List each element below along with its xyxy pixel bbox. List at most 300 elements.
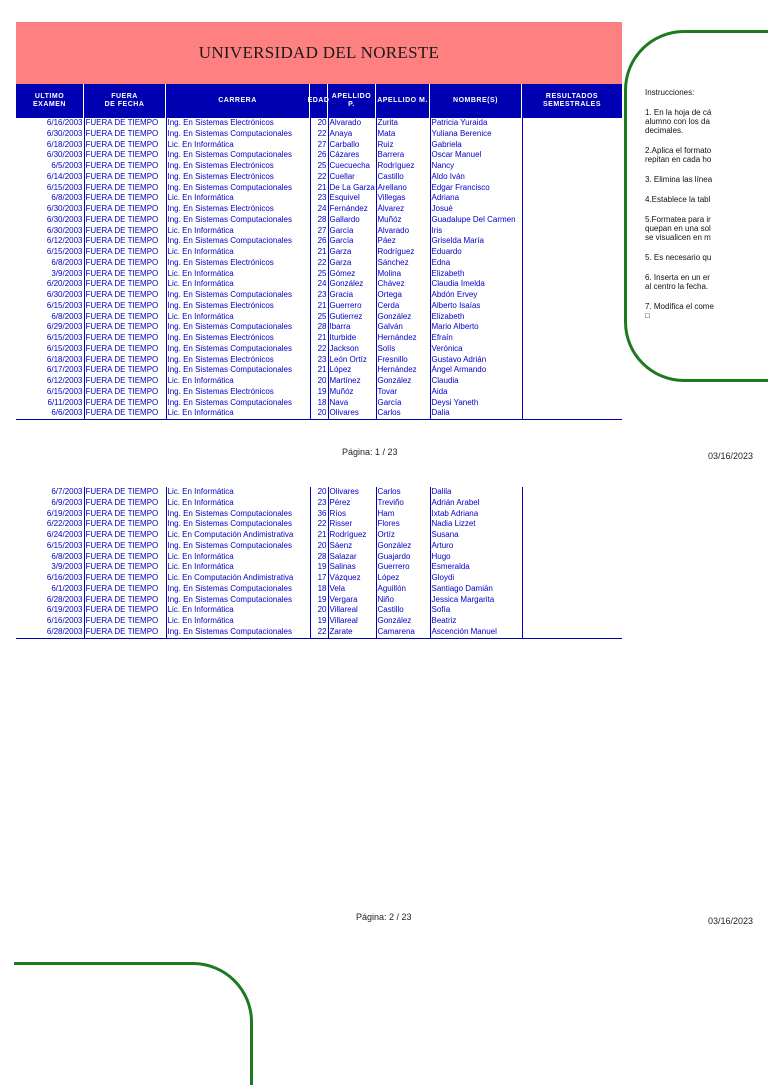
cell-apellido-p: Garza [328,247,376,258]
cell-carrera: Ing. En Sistemas Electrónicos [166,204,310,215]
cell-resultados [522,129,622,140]
cell-nombres: Ángel Armando [430,365,522,376]
cell-ultimo-examen: 6/28/2003 [16,627,84,638]
cell-resultados [522,150,622,161]
cell-ultimo-examen: 6/8/2003 [51,551,83,561]
cell-apellido-p: Zarate [328,627,376,638]
table-row [16,193,622,204]
table-row [16,183,622,194]
cell-apellido-m: Fresnillo [376,355,430,366]
cell-carrera: Lic. En Informática [166,312,310,323]
cell-apellido-m: Rodríguez [376,161,430,172]
print-date-1: 03/16/2023 [708,451,754,461]
cell-nombres: Elizabeth [430,269,522,280]
cell-resultados [522,140,622,151]
cell-edad: 21 [310,247,328,258]
cell-resultados [522,312,622,323]
cell-carrera: Ing. En Sistemas Computacionales [166,236,310,247]
cell-fuera-de-fecha: FUERA DE TIEMPO [84,333,166,344]
cell-nombres: Verónica [430,344,522,355]
page-number-1: Página: 1 / 23 [342,447,398,457]
cell-apellido-m: Treviño [376,498,430,509]
cell-apellido-m: Páez [376,236,430,247]
cell-apellido-p: Muñóz [328,387,376,398]
cell-ultimo-examen: 3/9/2003 [51,268,83,278]
sheet-title: UNIVERSIDAD DEL NORESTE [198,43,440,62]
cell-fuera-de-fecha: FUERA DE TIEMPO [84,387,166,398]
cell-apellido-p: Nava [328,398,376,409]
cell-ultimo-examen: 6/17/2003 [46,365,83,375]
cell-resultados [522,498,622,509]
table-row [16,301,622,312]
cell-nombres: Santiago Damián [430,584,522,595]
cell-fuera-de-fecha: FUERA DE TIEMPO [84,365,166,376]
cell-edad: 27 [310,140,328,151]
page-number-2: Página: 2 / 23 [356,912,412,922]
cell-edad: 19 [310,562,328,573]
cell-carrera: Ing. En Sistemas Computacionales [166,183,310,194]
cell-apellido-p: Villareal [328,605,376,616]
cell-nombres: Josué [430,204,522,215]
cell-resultados [522,269,622,280]
cell-ultimo-examen: 6/15/2003 [46,247,83,256]
cell-carrera: Lic. En Informática [166,605,310,616]
cell-apellido-p: Rodríguez [328,530,376,541]
cell-edad: 20 [310,541,328,552]
cell-apellido-m: Muñóz [376,215,430,226]
cell-fuera-de-fecha: FUERA DE TIEMPO [84,530,166,541]
cell-apellido-p: Alvarado [328,118,376,129]
cell-resultados [522,161,622,172]
cell-fuera-de-fecha: FUERA DE TIEMPO [84,584,166,595]
cell-carrera: Ing. En Sistemas Computacionales [166,541,310,552]
cell-ultimo-examen: 6/15/2003 [46,300,83,310]
cell-ultimo-examen: 6/30/2003 [46,290,83,299]
cell-fuera-de-fecha: FUERA DE TIEMPO [84,595,166,606]
cell-apellido-p: Gutierrez [328,312,376,323]
cell-edad: 22 [310,519,328,530]
cell-apellido-p: Guerrero [328,301,376,312]
column-header-carrera: CARRERA [166,84,310,118]
cell-nombres: Beatriz [430,616,522,627]
cell-fuera-de-fecha: FUERA DE TIEMPO [84,193,166,204]
cell-carrera: Lic. En Informática [166,552,310,563]
cell-edad: 24 [310,204,328,215]
cell-ultimo-examen: 6/30/2003 [46,214,83,224]
cell-nombres: Nadia Lizzet [430,519,522,530]
cell-edad: 18 [310,584,328,595]
cell-ultimo-examen: 6/8/2003 [51,193,83,203]
cell-carrera: Ing. En Sistemas Electrónicos [166,161,310,172]
cell-apellido-m: Barrera [376,150,430,161]
table-row [16,322,622,333]
cell-ultimo-examen: 6/5/2003 [51,161,83,170]
cell-ultimo-examen: 6/20/2003 [46,279,83,289]
cell-apellido-m: Carlos [376,487,430,498]
cell-apellido-p: Vergara [328,595,376,606]
cell-carrera: Ing. En Sistemas Computacionales [166,584,310,595]
table-row [16,376,622,387]
cell-edad: 20 [310,605,328,616]
cell-nombres: Eduardo [430,247,522,258]
cell-nombres: Ascención Manuel [430,627,522,638]
cell-fuera-de-fecha: FUERA DE TIEMPO [84,487,166,498]
instruction-line: al centro la fecha. [645,282,709,291]
cell-apellido-m: González [376,616,430,627]
cell-edad: 20 [310,487,328,498]
cell-fuera-de-fecha: FUERA DE TIEMPO [84,140,166,151]
cell-edad: 17 [310,573,328,584]
students-table-page-1 [16,118,622,420]
cell-carrera: Lic. En Informática [166,226,310,237]
cell-apellido-p: Olivares [328,487,376,498]
table-row [16,344,622,355]
cell-nombres: Alberto Isaías [430,301,522,312]
cell-nombres: Adriana [430,193,522,204]
cell-apellido-m: Chávez [376,279,430,290]
cell-nombres: Edna [430,258,522,269]
instruction-line: □ [645,311,650,320]
cell-carrera: Ing. En Sistemas Computacionales [166,129,310,140]
cell-apellido-p: Gómez [328,269,376,280]
students-table-page-2 [16,487,622,639]
cell-ultimo-examen: 6/18/2003 [46,354,83,364]
cell-ultimo-examen: 6/28/2003 [46,594,83,604]
cell-fuera-de-fecha: FUERA DE TIEMPO [84,150,166,161]
cell-carrera: Lic. En Informática [166,616,310,627]
cell-fuera-de-fecha: FUERA DE TIEMPO [84,247,166,258]
cell-edad: 19 [310,616,328,627]
cell-edad: 23 [310,193,328,204]
cell-resultados [522,355,622,366]
cell-carrera: Ing. En Sistemas Computacionales [166,344,310,355]
cell-edad: 21 [310,183,328,194]
cell-resultados [522,226,622,237]
cell-fuera-de-fecha: FUERA DE TIEMPO [84,301,166,312]
cell-resultados [522,172,622,183]
cell-apellido-p: García [328,226,376,237]
title-band [16,22,622,84]
cell-edad: 27 [310,226,328,237]
cell-nombres: Nancy [430,161,522,172]
cell-resultados [522,322,622,333]
cell-nombres: Susana [430,530,522,541]
cell-edad: 22 [310,172,328,183]
cell-apellido-p: Garza [328,258,376,269]
cell-carrera: Ing. En Sistemas Computacionales [166,509,310,520]
cell-ultimo-examen: 6/15/2003 [46,182,83,192]
cell-resultados [522,333,622,344]
instructions-panel [645,88,768,320]
cell-apellido-p: De La Garza [329,182,375,192]
cell-resultados [522,215,622,226]
cell-edad: 18 [310,398,328,409]
cell-ultimo-examen: 6/9/2003 [51,497,83,507]
cell-ultimo-examen: 6/15/2003 [46,333,83,342]
cell-fuera-de-fecha: FUERA DE TIEMPO [84,226,166,237]
instruction-line: 5. Es necesario qu [645,253,712,262]
cell-apellido-m: Camarena [376,627,430,638]
cell-nombres: Yuliana Berenice [430,129,522,140]
cell-apellido-m: Hernández [376,333,430,344]
cell-fuera-de-fecha: FUERA DE TIEMPO [84,627,166,638]
cell-ultimo-examen: 6/6/2003 [16,408,84,419]
cell-fuera-de-fecha: FUERA DE TIEMPO [84,161,166,172]
column-header-edad: EDAD [310,84,328,118]
cell-nombres: Efraín [430,333,522,344]
table-row [16,387,622,398]
instruction-line: repitan en cada ho [645,155,712,164]
cell-resultados [522,193,622,204]
instruction-line: alumno con los da [645,117,710,126]
cell-apellido-m: Mata [376,129,430,140]
column-header-resultados: RESULTADOS SEMESTRALES [542,93,601,108]
cell-apellido-p: Cuecuecha [328,161,376,172]
cell-carrera: Lic. En Informática [166,279,310,290]
cell-apellido-p: Pérez [328,498,376,509]
cell-apellido-m: Ruiz [376,140,430,151]
cell-fuera-de-fecha: FUERA DE TIEMPO [84,616,166,627]
instructions-heading: Instrucciones: [645,88,695,97]
instruction-line: 6. Inserta en un er [645,273,710,282]
cell-apellido-m: González [376,376,430,387]
cell-apellido-p: Cuellar [328,172,376,183]
print-date-2: 03/16/2023 [708,916,754,926]
table-header [16,84,622,118]
cell-ultimo-examen: 3/9/2003 [51,562,83,572]
cell-apellido-p: Martínez [328,376,376,387]
cell-resultados [522,584,622,595]
cell-resultados [522,258,622,269]
cell-resultados [522,616,622,627]
cell-carrera: Ing. En Sistemas Electrónicos [166,258,310,269]
instruction-line: 7. Modifica el come [645,302,714,311]
instruction-line: decimales. [645,126,684,135]
cell-ultimo-examen: 6/11/2003 [47,397,83,407]
cell-resultados [522,573,622,584]
cell-apellido-m: García [376,398,430,409]
cell-carrera: Ing. En Sistemas Computacionales [166,215,310,226]
cell-fuera-de-fecha: FUERA DE TIEMPO [84,215,166,226]
cell-nombres: Ixtab Adriana [430,509,522,520]
cell-apellido-m: Flores [376,519,430,530]
cell-resultados [522,387,622,398]
column-header-ultimo-examen: ULTIMO EXAMEN [16,84,84,118]
cell-edad: 24 [310,279,328,290]
cell-resultados [522,605,622,616]
cell-carrera: Ing. En Sistemas Computacionales [166,150,310,161]
cell-edad: 28 [310,552,328,563]
cell-edad: 28 [310,215,328,226]
cell-resultados [522,204,622,215]
cell-apellido-p: Esquivel [328,193,376,204]
cell-ultimo-examen: 6/16/2003 [46,616,83,625]
cell-carrera: Ing. En Sistemas Electrónicos [166,387,310,398]
cell-apellido-p: Sáenz [328,541,376,552]
cell-edad: 20 [310,376,328,387]
table-row [16,312,622,323]
cell-ultimo-examen: 6/1/2003 [51,583,83,593]
cell-resultados [522,247,622,258]
cell-resultados [522,509,622,520]
table-row [16,530,622,541]
cell-ultimo-examen: 6/30/2003 [46,204,83,213]
table-row [16,595,622,606]
cell-carrera: Ing. En Sistemas Computacionales [166,627,310,638]
cell-apellido-m: Ham [376,509,430,520]
cell-apellido-p: Anaya [328,129,376,140]
cell-nombres: Mario Alberto [430,322,522,333]
cell-nombres: Aldo Iván [430,172,522,183]
cell-apellido-p: García [328,236,376,247]
table-row [16,509,622,520]
cell-edad: 19 [310,387,328,398]
cell-ultimo-examen: 6/24/2003 [46,530,83,539]
cell-ultimo-examen: 6/18/2003 [46,139,83,149]
cell-ultimo-examen: 6/16/2003 [46,118,83,127]
cell-ultimo-examen: 6/14/2003 [46,171,83,181]
table-row [16,118,622,129]
cell-nombres: Dalila [430,487,522,498]
table-row [16,172,622,183]
cell-nombres: Elizabeth [430,312,522,323]
cell-edad: 23 [310,498,328,509]
table-row [16,150,622,161]
cell-fuera-de-fecha: FUERA DE TIEMPO [84,236,166,247]
cell-carrera: Ing. En Sistemas Electrónicos [166,333,310,344]
cell-nombres: Adrián Arabel [430,498,522,509]
cell-apellido-p: Risser [328,519,376,530]
cell-nombres: Guadalupe Del Carmen [430,215,522,226]
cell-fuera-de-fecha: FUERA DE TIEMPO [84,344,166,355]
cell-resultados [522,279,622,290]
cell-apellido-m: Arellano [376,183,430,194]
cell-apellido-m: Cerda [376,301,430,312]
cell-fuera-de-fecha: FUERA DE TIEMPO [84,398,166,409]
cell-nombres: Claudia Imelda [430,279,522,290]
cell-edad: 22 [310,344,328,355]
cell-carrera: Lic. En Informática [166,140,310,151]
column-header-apellido-p: APELLIDO P. [328,84,376,118]
cell-fuera-de-fecha: FUERA DE TIEMPO [84,118,166,129]
cell-apellido-m: Molina [376,269,430,280]
table-row [16,333,622,344]
cell-resultados [522,552,622,563]
table-row [16,398,622,409]
cell-apellido-p: León Ortíz [328,355,376,366]
cell-resultados [522,562,622,573]
cell-fuera-de-fecha: FUERA DE TIEMPO [84,312,166,323]
cell-carrera: Lic. En Informática [166,269,310,280]
cell-apellido-m: Castillo [376,172,430,183]
cell-ultimo-examen: 6/12/2003 [46,236,83,246]
cell-resultados [522,408,622,419]
cell-edad: 21 [310,365,328,376]
instruction-line: 4.Establece la tabl [645,195,711,204]
cell-apellido-m: Tovar [376,387,430,398]
cell-edad: 21 [310,333,328,344]
instruction-line: se visualicen en m [645,233,711,242]
cell-apellido-p: Carballo [328,140,376,151]
table-row [16,140,622,151]
cell-apellido-m: Hernández [376,365,430,376]
cell-resultados [522,627,622,638]
cell-apellido-p: Iturbide [328,333,376,344]
cell-carrera: Lic. En Informática [166,562,310,573]
cell-nombres: Gustavo Adrián [430,355,522,366]
cell-resultados [522,595,622,606]
cell-edad: 23 [310,355,328,366]
cell-fuera-de-fecha: FUERA DE TIEMPO [84,376,166,387]
table-row [16,258,622,269]
cell-resultados [522,236,622,247]
cell-apellido-m: Álvarez [376,204,430,215]
cell-apellido-p: González [328,279,376,290]
cell-apellido-m: Ortíz [376,530,430,541]
instruction-line: 2.Aplica el formato [645,146,712,155]
table-row [16,290,622,301]
cell-apellido-m: Ortega [376,290,430,301]
cell-ultimo-examen: 6/19/2003 [46,605,83,615]
cell-edad: 28 [310,322,328,333]
cell-nombres: Hugo [430,552,522,563]
cell-fuera-de-fecha: FUERA DE TIEMPO [84,269,166,280]
cell-apellido-p: Ríos [328,509,376,520]
cell-fuera-de-fecha: FUERA DE TIEMPO [84,258,166,269]
table-row [16,562,622,573]
instruction-line: 3. Elimina las línea [645,175,713,184]
cell-apellido-p: Salazar [328,552,376,563]
cell-carrera: Ing. En Sistemas Computacionales [166,290,310,301]
cell-fuera-de-fecha: FUERA DE TIEMPO [84,498,166,509]
instruction-line: 1. En la hoja de cá [645,108,712,117]
cell-resultados [522,398,622,409]
column-header-nombres: NOMBRE(S) [430,84,522,118]
cell-apellido-m: Villegas [376,193,430,204]
cell-ultimo-examen: 6/19/2003 [46,508,83,518]
cell-nombres: Gloydi [430,573,522,584]
cell-carrera: Ing. En Sistemas Electrónicos [166,172,310,183]
cell-ultimo-examen: 6/15/2003 [46,540,83,550]
cell-resultados [522,376,622,387]
cell-nombres: Iris [430,226,522,237]
cell-nombres: Deysi Yaneth [430,398,522,409]
cell-apellido-p: Fernández [328,204,376,215]
table-row [16,519,622,530]
cell-fuera-de-fecha: FUERA DE TIEMPO [84,172,166,183]
cell-apellido-m: Galván [376,322,430,333]
column-header-fuera-de-fecha: FUERA DE FECHA [84,84,166,118]
cell-fuera-de-fecha: FUERA DE TIEMPO [84,573,166,584]
cell-fuera-de-fecha: FUERA DE TIEMPO [84,605,166,616]
cell-apellido-m: Guajardo [376,552,430,563]
cell-ultimo-examen: 6/30/2003 [46,150,83,160]
cell-edad: 20 [310,408,328,419]
cell-edad: 19 [310,595,328,606]
cell-apellido-p: López [328,365,376,376]
table-row [16,487,622,498]
cell-nombres: Patricia Yuraida [430,118,522,129]
table-row [16,573,622,584]
cell-carrera: Ing. En Sistemas Electrónicos [166,355,310,366]
table-row [16,498,622,509]
table-row [16,247,622,258]
cell-resultados [522,183,622,194]
cell-carrera: Lic. En Informática [166,376,310,387]
cell-edad: 26 [310,236,328,247]
cell-fuera-de-fecha: FUERA DE TIEMPO [84,290,166,301]
cell-nombres: Esmeralda [430,562,522,573]
